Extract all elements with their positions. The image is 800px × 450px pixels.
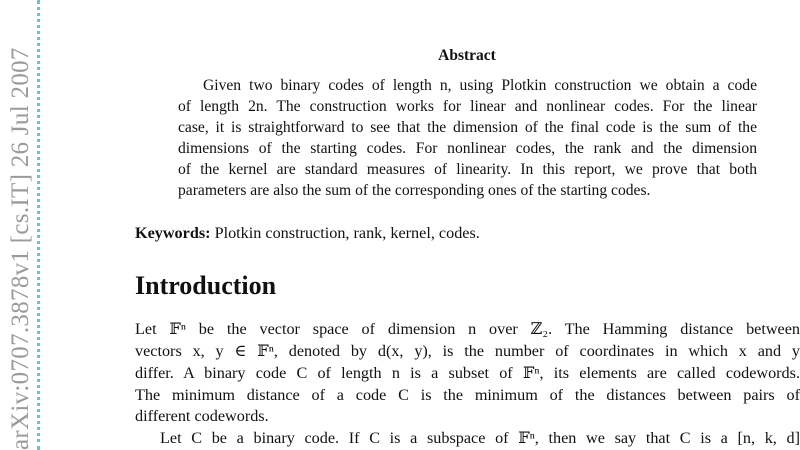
body-line: different codewords.: [135, 407, 269, 425]
abstract-line: of the kernel are standard measures of linearity. In this report, we prove that both: [178, 161, 757, 178]
abstract-line: dimensions of the starting codes. For nonlinear codes, the rank and the dimension: [178, 140, 757, 157]
body-line: Let 𝔽ⁿ be the vector space of dimension n over ℤ₂. The Hamming distance between: [135, 320, 800, 338]
abstract-line: parameters are also the sum of the corresponding ones of the starting codes.: [178, 182, 651, 199]
abstract-line: of length 2n. The construction works for linear and nonlinear codes. For the linear: [178, 98, 757, 115]
keywords-label: Keywords:: [135, 224, 211, 242]
body-line: The minimum distance of a code C is the minimum of the distances between pairs of: [135, 386, 800, 404]
abstract-line: Given two binary codes of length n, using Plotkin construction we obtain a code: [203, 77, 757, 94]
body-line: vectors x, y ∈ 𝔽ⁿ, denoted by d(x, y), is the number of coordinates in which x and y: [135, 342, 800, 360]
abstract-line: case, it is straightforward to see that the dimension of the final code is the sum of the: [178, 119, 757, 136]
section-heading-introduction: Introduction: [135, 271, 277, 300]
body-line: differ. A binary code C of length n is a subset of 𝔽ⁿ, its elements are called codewords.: [135, 364, 800, 382]
keywords-text: Plotkin construction, rank, kernel, codes.: [214, 224, 480, 242]
arxiv-side-stamp: arXiv:0707.3878v1 [cs.IT] 26 Jul 2007: [7, 47, 34, 450]
abstract-title: Abstract: [438, 47, 496, 64]
body-line: Let C be a binary code. If C is a subspace of 𝔽ⁿ, then we say that C is a [n, k, d]: [160, 429, 800, 447]
margin-dotted-line: [37, 0, 40, 450]
keywords: [135, 224, 480, 243]
